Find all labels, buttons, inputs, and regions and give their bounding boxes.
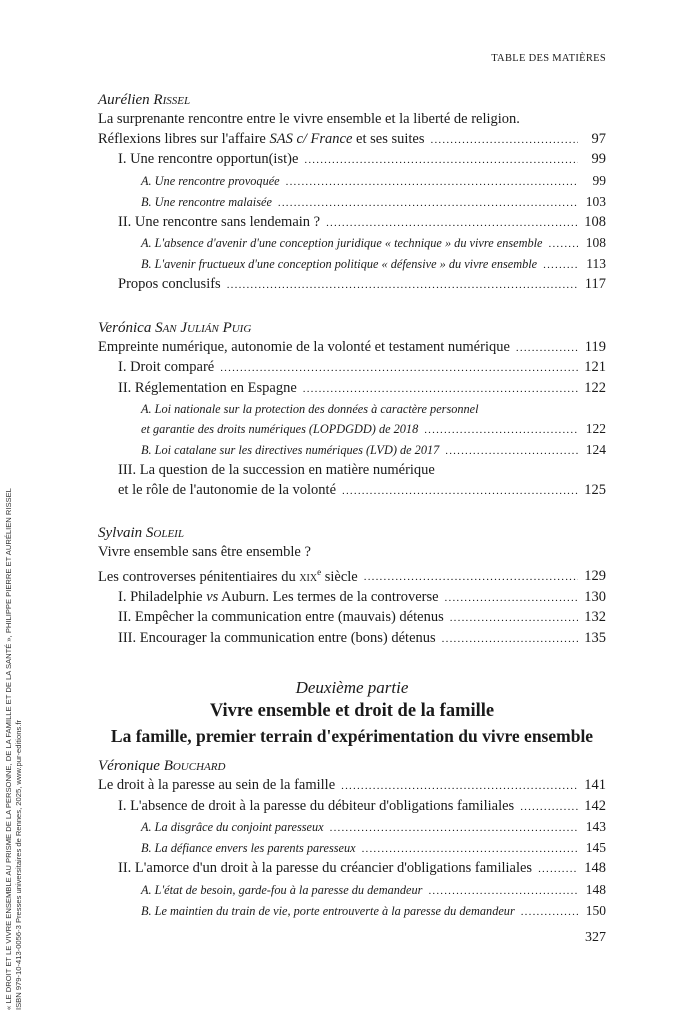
page-ref[interactable]: 130	[584, 588, 606, 605]
entry-text-part: I. Une rencontre opportun(ist)e	[118, 151, 299, 167]
toc-entry[interactable]	[98, 859, 606, 880]
entry-title	[118, 481, 336, 501]
entry-title	[118, 859, 532, 879]
page-ref[interactable]: 122	[584, 379, 606, 396]
page-ref[interactable]: 135	[584, 629, 606, 646]
part-label: Deuxième partie	[295, 678, 409, 698]
entry-title	[141, 399, 479, 419]
dot-leader	[341, 777, 578, 797]
author-last-name: Soleil	[145, 525, 184, 541]
toc-entry[interactable]	[98, 419, 606, 440]
author-first-name: Aurélien	[98, 92, 150, 108]
dot-leader	[516, 339, 578, 359]
entry-title	[98, 563, 358, 587]
running-header: TABLE DES MATIÈRES	[491, 53, 606, 64]
entry-text-part: I. Droit comparé	[118, 359, 215, 375]
entry-text-part: A. L'absence d'avenir d'une conception juridique « technique » du vivre ensemble	[141, 236, 543, 250]
page-ref[interactable]: 125	[584, 481, 606, 498]
dot-leader	[424, 420, 578, 440]
page-ref[interactable]: 97	[591, 130, 606, 147]
entry-text-part: A. Une rencontre provoquée	[141, 173, 280, 188]
toc-entry-line	[98, 543, 606, 563]
entry-title	[98, 338, 510, 358]
dot-leader	[326, 214, 578, 234]
entry-title	[118, 150, 298, 170]
toc-entry[interactable]	[98, 379, 606, 400]
entry-text-part: B. La défiance envers les parents paresseux	[141, 841, 356, 856]
entry-text-part: I. L'absence de droit à la paresse du débiteur d'obligations familiales	[118, 797, 515, 814]
author-name	[98, 756, 606, 776]
page-ref[interactable]: 117	[584, 276, 606, 292]
toc-entry[interactable]	[98, 563, 606, 588]
entry-title	[141, 233, 543, 253]
toc-entry-line	[98, 461, 606, 481]
entry-title	[141, 880, 422, 900]
part-heading	[98, 677, 606, 748]
entry-text-part: et ses suites	[352, 130, 425, 147]
entry-title	[141, 192, 272, 212]
dot-leader	[450, 609, 578, 629]
author-name	[98, 90, 606, 110]
entry-text-part: Propos conclusifs	[118, 276, 221, 292]
toc-entry[interactable]	[98, 629, 606, 650]
author-last-name: Bouchard	[163, 758, 226, 775]
entry-text-part: xix	[299, 568, 318, 585]
toc-entry[interactable]	[98, 817, 606, 838]
dot-leader	[342, 482, 578, 502]
dot-leader	[442, 630, 578, 650]
entry-title	[141, 817, 324, 837]
side-text-line: « LE DROIT ET LE VIVRE ENSEMBLE AU PRISME DE LA PERSONNE, DE LA FAMILLE ET DE LA SANTÉ », PHILIPPE PIERRE ET AURÉLIEN RISSEL	[4, 488, 13, 1010]
entry-text-part: Les controverses pénitentiaires du	[98, 568, 300, 585]
toc-entry[interactable]	[98, 338, 606, 359]
entry-text-part: e	[317, 566, 322, 577]
author-name	[98, 523, 606, 543]
entry-text-part: Réflexions libres sur l'affaire	[98, 130, 270, 147]
entry-title	[118, 629, 436, 649]
entry-text-part: II. Réglementation en Espagne	[118, 379, 297, 396]
entry-title	[118, 461, 435, 481]
page-ref[interactable]: 148	[584, 860, 606, 877]
dot-leader	[330, 818, 578, 838]
toc-sections-after	[98, 756, 606, 922]
page-ref[interactable]: 143	[585, 819, 606, 835]
dot-leader	[521, 902, 578, 922]
entry-text-part: Le droit à la paresse au sein de la famille	[98, 777, 336, 794]
entry-title	[141, 901, 515, 921]
entry-text-part: I. Philadelphie	[118, 588, 207, 605]
entry-text-part: II. L'amorce d'un droit à la paresse du créancier d'obligations familiales	[118, 860, 533, 877]
toc-entry[interactable]	[98, 233, 606, 254]
author-name	[98, 318, 606, 338]
entry-title	[118, 213, 320, 233]
entry-title	[141, 254, 537, 274]
entry-title	[118, 358, 214, 378]
toc-entry[interactable]	[98, 358, 606, 379]
entry-title	[98, 776, 335, 796]
dot-leader	[428, 881, 578, 901]
page-ref[interactable]: 108	[584, 213, 606, 230]
toc-entry[interactable]	[98, 192, 606, 213]
entry-text-part: II. Empêcher la communication entre (mauvais) détenus	[118, 609, 444, 626]
entry-text-part: A. L'état de besoin, garde-fou à la paresse du demandeur	[141, 882, 423, 897]
entry-title	[98, 543, 311, 563]
dot-leader	[220, 359, 578, 379]
toc-entry[interactable]	[98, 838, 606, 859]
page-number: 327	[585, 930, 606, 945]
toc-sections-before	[98, 90, 606, 649]
dot-leader	[445, 441, 578, 461]
page-ref[interactable]: 103	[585, 193, 606, 209]
side-text-line: ISBN 979-10-413-0056-3 Presses universitaires de Rennes, 2025, www.pur-editions.fr	[14, 720, 23, 1010]
page-ref[interactable]: 121	[584, 359, 606, 375]
page-ref[interactable]: 148	[585, 881, 606, 897]
entry-title	[118, 275, 221, 295]
toc-entry[interactable]	[98, 901, 606, 922]
dot-leader	[431, 131, 578, 151]
toc-entry-line	[98, 399, 606, 419]
toc-entry[interactable]	[98, 171, 606, 192]
entry-text-part: III. La question de la succession en matière numérique	[118, 462, 435, 478]
side-copyright-text	[4, 450, 24, 1010]
dot-leader	[304, 151, 578, 171]
dot-leader	[362, 839, 578, 859]
part-subtitle: La famille, premier terrain d'expérimentation du vivre ensemble	[110, 726, 594, 747]
entry-text-part: siècle	[321, 568, 358, 585]
page-ref[interactable]: 122	[585, 421, 606, 436]
author-first-name: Verónica	[98, 319, 152, 336]
dot-leader	[549, 234, 578, 254]
entry-text-part: A. La disgrâce du conjoint paresseux	[141, 820, 324, 835]
entry-title	[141, 171, 280, 191]
toc-entry[interactable]	[98, 150, 606, 171]
entry-title	[98, 110, 520, 130]
toc-entry[interactable]	[98, 481, 606, 502]
part-title: Vivre ensemble et droit de la famille	[209, 701, 495, 722]
entry-text-part: A. Loi nationale sur la protection des données à caractère personnel	[141, 402, 479, 416]
entry-text-part: SAS c/ France	[269, 130, 353, 147]
entry-title	[118, 797, 514, 817]
page-ref[interactable]: 141	[584, 777, 606, 794]
entry-text-part: et le rôle de l'autonomie de la volonté	[118, 481, 337, 498]
toc-entry[interactable]	[98, 275, 606, 296]
entry-title	[141, 440, 439, 460]
dot-leader	[543, 255, 578, 275]
entry-title	[118, 379, 297, 399]
page-ref[interactable]: 113	[586, 256, 606, 271]
page-ref[interactable]: 99	[591, 151, 606, 167]
toc-entry[interactable]	[98, 776, 606, 797]
entry-text-part: Empreinte numérique, autonomie de la volonté et testament numérique	[98, 338, 510, 355]
toc-entry[interactable]	[98, 608, 606, 629]
entry-text-part: Auburn. Les termes de la controverse	[218, 588, 439, 605]
entry-text-part: Vivre ensemble sans être ensemble ?	[98, 544, 311, 560]
toc-entry-line	[98, 110, 606, 130]
page-ref[interactable]: 124	[585, 442, 606, 457]
toc-entry[interactable]	[98, 880, 606, 901]
dot-leader	[520, 798, 578, 818]
page-ref[interactable]: 132	[584, 609, 606, 626]
page-ref[interactable]: 119	[584, 338, 606, 355]
entry-text-part: II. Une rencontre sans lendemain ?	[118, 213, 321, 230]
page-ref[interactable]: 142	[584, 797, 606, 814]
author-first-name: Sylvain	[98, 525, 143, 541]
toc-entry[interactable]	[98, 588, 606, 609]
entry-text-part: B. Loi catalane sur les directives numériques (LVD) de 2017	[141, 443, 440, 457]
author-first-name: Véronique	[98, 758, 160, 775]
entry-text-part: B. L'avenir fructueux d'une conception politique « défensive » du vivre ensemble	[141, 257, 538, 271]
page-ref[interactable]: 150	[585, 902, 606, 918]
toc-entry[interactable]	[98, 254, 606, 275]
author-last-name: Rissel	[153, 92, 191, 108]
page-ref[interactable]: 108	[585, 235, 606, 250]
page-ref[interactable]: 129	[584, 568, 606, 585]
entry-title	[141, 838, 356, 858]
entry-text-part: La surprenante rencontre entre le vivre ensemble et la liberté de religion.	[98, 111, 520, 127]
toc-entry[interactable]	[98, 213, 606, 234]
table-of-contents	[98, 90, 606, 922]
entry-title	[118, 608, 444, 628]
entry-text-part: III. Encourager la communication entre (bons) détenus	[118, 629, 436, 646]
dot-leader	[538, 860, 578, 880]
dot-leader	[303, 380, 578, 400]
entry-text-part: vs	[206, 588, 219, 605]
dot-leader	[364, 568, 578, 588]
entry-text-part: B. Le maintien du train de vie, porte entrouverte à la paresse du demandeur	[141, 903, 515, 918]
dot-leader	[445, 589, 578, 609]
toc-entry[interactable]	[98, 440, 606, 461]
page-ref[interactable]: 99	[592, 172, 606, 188]
author-last-name: San Julián Puig	[155, 319, 252, 336]
entry-text-part: B. Une rencontre malaisée	[141, 194, 272, 209]
entry-title	[118, 588, 439, 608]
dot-leader	[227, 276, 578, 296]
dot-leader	[278, 193, 578, 213]
entry-title	[141, 419, 418, 439]
entry-text-part: et garantie des droits numériques (LOPDGDD) de 2018	[141, 422, 419, 436]
page-ref[interactable]: 145	[585, 840, 606, 856]
toc-entry[interactable]	[98, 130, 606, 151]
toc-entry[interactable]	[98, 797, 606, 818]
entry-title	[98, 130, 425, 150]
dot-leader	[286, 172, 578, 192]
